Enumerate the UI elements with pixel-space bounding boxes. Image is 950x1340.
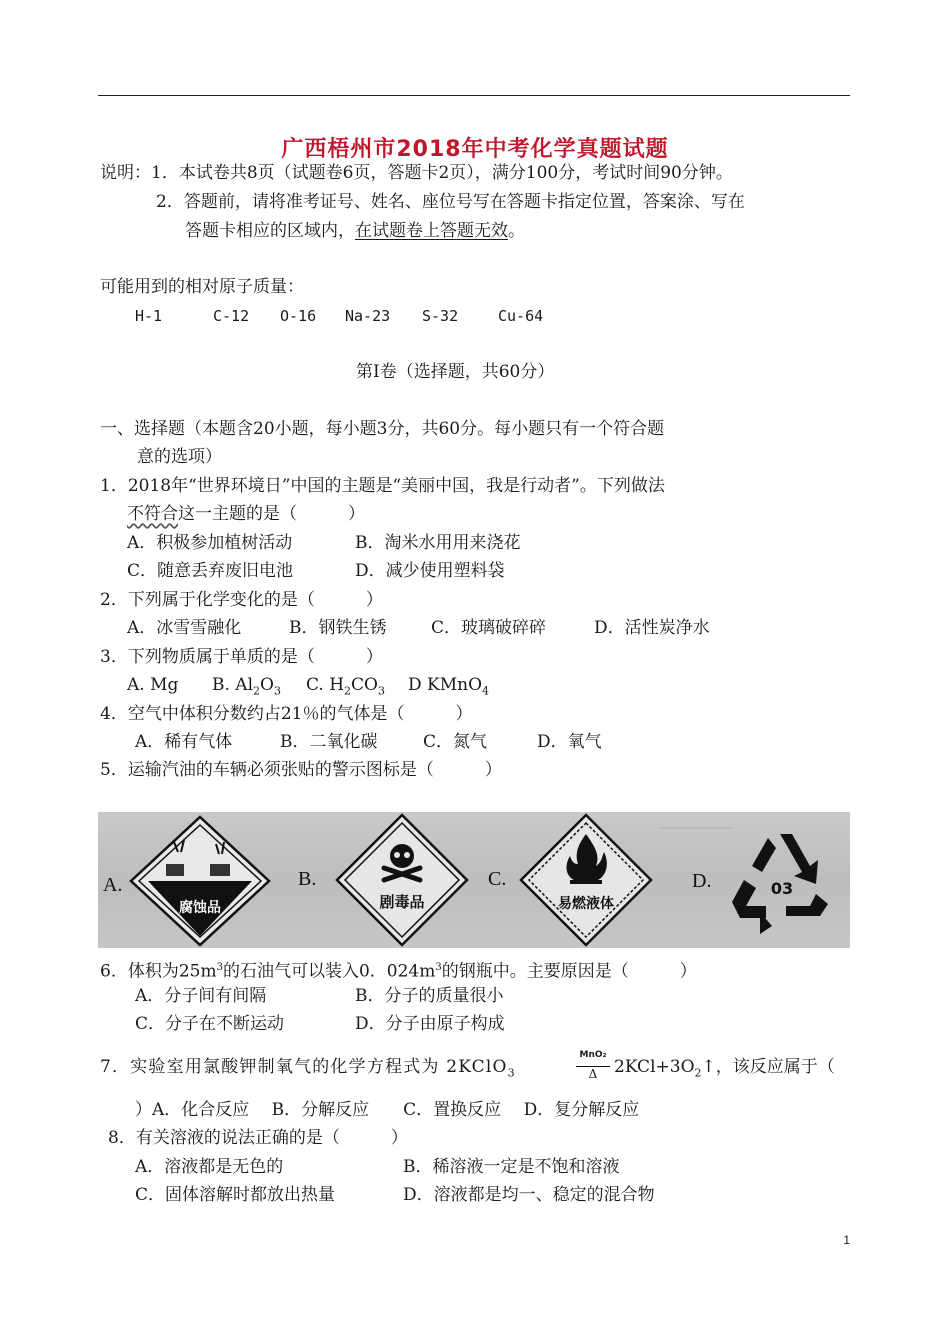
q7-sub-1: 3	[507, 1066, 516, 1080]
instruction-line-3-suffix: 。	[508, 221, 525, 241]
q3-b-pre: B. Al	[212, 675, 254, 695]
part-title: 第Ⅰ卷（选择题，共60分）	[356, 362, 555, 382]
q3-stem: 3．下列物质属于单质的是（ ）	[100, 647, 383, 667]
section-heading-2: 意的选项）	[137, 447, 222, 467]
q5-stem: 5．运输汽油的车辆必须张贴的警示图标是（ ）	[100, 760, 502, 780]
flammable-liquid-sign-icon	[518, 812, 654, 948]
q7-heat: Δ	[588, 1067, 598, 1081]
recycle-sign-icon	[726, 826, 836, 938]
q7-sub-2: 2	[694, 1066, 702, 1080]
q1-stem-2	[127, 503, 365, 525]
q7-stem-mid: 2KCl+3O	[614, 1057, 695, 1077]
atomic-mass-heading: 可能用到的相对原子质量：	[100, 277, 304, 297]
atomic-mass-o: O-16	[280, 307, 317, 325]
q8-stem: 8．有关溶液的说法正确的是（ ）	[108, 1128, 408, 1148]
q3-option-a: A. Mg	[127, 675, 179, 695]
instruction-line-3-prefix: 答题卡相应的区域内，	[185, 221, 355, 241]
sign-label-d: D.	[692, 870, 712, 892]
q3-d-pre: D KMnO	[408, 675, 483, 695]
q1-option-a: A．积极参加植树活动	[127, 533, 293, 553]
instruction-line-1: 说明：1．本试卷共8页（试题卷6页，答题卡2页），满分100分，考试时间90分钟。	[100, 163, 733, 183]
atomic-mass-s: S-32	[422, 307, 459, 325]
q3-option-d	[408, 674, 489, 702]
q7-stem	[100, 1056, 516, 1084]
q6-sup-2: 3	[435, 962, 442, 973]
page-title: 广西梧州市2018年中考化学真题试题	[281, 137, 669, 162]
q3-option-b	[212, 674, 281, 702]
q7-catalyst: MnO₂	[579, 1050, 607, 1060]
q3-c-pre: C. H	[306, 675, 345, 695]
atomic-mass-h: H-1	[135, 307, 163, 325]
q3-b-sub1: 2	[253, 684, 261, 698]
q3-c-sub2: 3	[378, 684, 385, 698]
sign-label-c: C.	[488, 868, 507, 890]
q3-c-sub1: 2	[344, 684, 352, 698]
q6-stem-post: 的钢瓶中。主要原因是（ ）	[441, 961, 697, 982]
photo-bleed-through: —————	[658, 818, 733, 836]
q2-stem: 2．下列属于化学变化的是（ ）	[100, 590, 383, 610]
page-number: 1	[843, 1233, 850, 1247]
atomic-mass-cu: Cu-64	[498, 307, 544, 325]
q1-option-c: C．随意丢弃废旧电池	[127, 561, 294, 581]
q3-d-sub1: 4	[482, 684, 490, 698]
instruction-line-2: 2．答题前，请将准考证号、姓名、座位号写在答题卡指定位置，答案涂、写在	[156, 192, 745, 212]
toxic-sign-icon	[334, 812, 470, 948]
q7-options: ）A．化合反应 B．分解反应 C．置换反应 D．复分解反应	[135, 1100, 640, 1120]
q6-stem-pre: 6．体积为25m	[100, 961, 217, 982]
q6-option-d: D．分子由原子构成	[355, 1014, 505, 1034]
q1-option-d: D．减少使用塑料袋	[355, 561, 505, 581]
q1-stem-2-rest: 这一主题的是（ ）	[178, 504, 365, 524]
section-heading-1: 一、选择题（本题含20小题，每小题3分，共60分。每小题只有一个符合题	[100, 419, 665, 439]
corrosive-sign-icon	[126, 814, 274, 948]
q8-option-c: C．固体溶解时都放出热量	[135, 1185, 336, 1205]
q6-stem	[100, 957, 697, 983]
q8-option-a: A．溶液都是无色的	[135, 1157, 284, 1177]
q3-c-mid: CO	[351, 675, 378, 695]
q2-option-d: D．活性炭净水	[594, 618, 710, 638]
q8-option-b: B．稀溶液一定是不饱和溶液	[403, 1157, 620, 1177]
q6-sup-1: 3	[216, 962, 223, 973]
recycle-sign-text: 03	[770, 879, 794, 898]
instruction-line-3	[185, 220, 525, 242]
q7-stem-pre: 7．实验室用氯酸钾制氧气的化学方程式为 2KClO	[100, 1057, 508, 1077]
header-rule	[98, 95, 850, 96]
q8-option-d: D．溶液都是均一、稳定的混合物	[403, 1185, 655, 1205]
q4-option-c: C．氮气	[423, 732, 488, 752]
atomic-mass-c: C-12	[213, 307, 250, 325]
q4-option-d: D．氧气	[537, 732, 602, 752]
corrosive-sign-text: 腐蚀品	[179, 900, 221, 916]
warning-signs-photo	[98, 812, 850, 948]
q1-stem: 1．2018年“世界环境日”中国的主题是“美丽中国，我是行动者”。下列做法	[100, 476, 665, 496]
q2-option-c: C．玻璃破碎碎	[431, 618, 547, 638]
sign-label-a: A.	[103, 874, 123, 896]
flammable-sign-text: 易燃液体	[558, 896, 614, 912]
q6-option-a: A．分子间有间隔	[135, 986, 267, 1006]
sign-label-b: B.	[298, 868, 317, 890]
q6-stem-mid: 的石油气可以装入0．024m	[222, 961, 436, 982]
q1-option-b: B．淘米水用用来浇花	[355, 533, 521, 553]
q4-option-b: B．二氧化碳	[280, 732, 378, 752]
q3-option-c	[306, 674, 385, 702]
q7-stem-2	[614, 1056, 835, 1084]
q1-wavy: 不符合	[127, 504, 178, 524]
instruction-underlined: 在试题卷上答题无效	[355, 221, 508, 241]
q2-option-b: B．钢铁生锈	[289, 618, 387, 638]
q4-option-a: A．稀有气体	[135, 732, 233, 752]
q6-option-c: C．分子在不断运动	[135, 1014, 285, 1034]
q7-stem-post: ↑，该反应属于（	[701, 1057, 835, 1077]
q3-b-sub2: 3	[273, 684, 281, 698]
q6-option-b: B．分子的质量很小	[355, 986, 504, 1006]
q2-option-a: A．冰雪雪融化	[127, 618, 242, 638]
toxic-sign-text: 剧毒品	[379, 893, 425, 911]
q4-stem: 4．空气中体积分数约占21％的气体是（ ）	[100, 704, 473, 724]
atomic-mass-na: Na-23	[345, 307, 391, 325]
q3-b-mid: O	[260, 675, 274, 695]
